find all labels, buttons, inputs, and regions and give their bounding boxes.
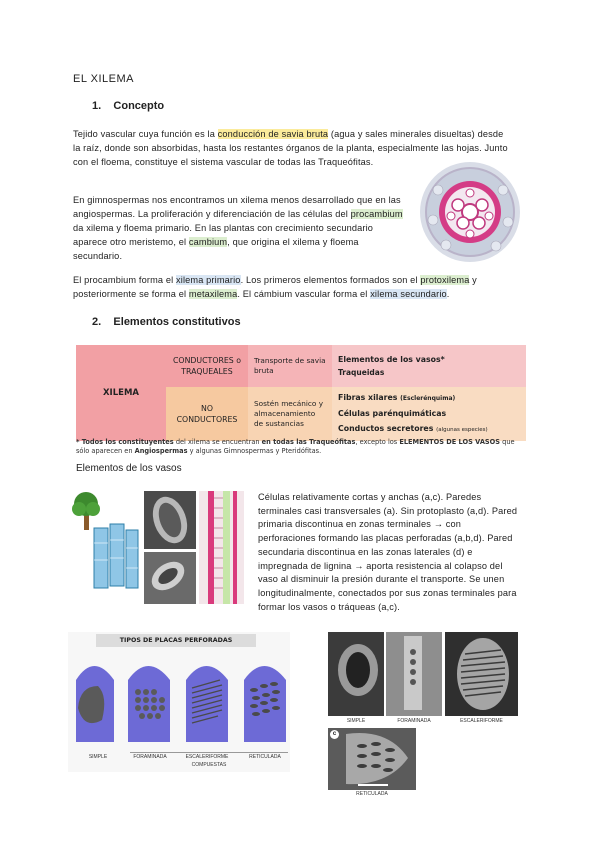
caption-foraminada: FORAMINADA	[133, 754, 167, 760]
vasos-description: Células relativamente cortas y anchas (a,c). Paredes terminales casi transversales (a). Sin protoplasto (a,d). Pared primaria discontinua en zonas terminales → con perforaciones formando las placas perforadas (a,b,d). Pared secundaria discontinua en las zonas laterales (d) e impregnada de lignina → aporta resistencia al colapso del vaso al disminuir la presión durante el transporte. Se unen longitudinalmente, conectados por sus zonas terminales para formar los vasos o tráqueas (a,c).	[258, 492, 518, 612]
section-title: Elementos constitutivos	[113, 316, 241, 328]
label-c: c	[330, 730, 339, 739]
caption-escaleriforme: ESCALERIFORME	[185, 754, 229, 760]
cell-conductores: CONDUCTORES o TRAQUEALES	[166, 345, 248, 387]
cell-sosten: Sostén mecánico y almacenamiento de sustancias	[248, 387, 332, 441]
sem-foraminada-image	[386, 632, 442, 716]
section-heading-elementos	[92, 316, 241, 328]
label-celulas: Células parénquimáticas	[338, 409, 447, 418]
highlight-xilema-secundario: xilema secundario	[370, 289, 447, 299]
sem-caption-reticulada: RETICULADA	[356, 791, 388, 797]
section-heading-concepto	[92, 100, 164, 112]
highlight-conduccion: conducción de savia bruta	[217, 129, 329, 139]
highlight-cambium: cambium	[188, 237, 228, 247]
highlight-xilema-primario: xilema primario	[176, 275, 241, 285]
cell-transporte: Transporte de savia bruta	[248, 345, 332, 387]
sem-caption-escaleriforme: ESCALERIFORME	[460, 718, 503, 724]
section-number: 2.	[92, 316, 102, 328]
vasos-heading: Elementos de los vasos	[76, 463, 182, 474]
root-cross-section-image	[418, 160, 523, 265]
highlight-metaxilema: metaxilema	[188, 289, 238, 299]
sem-reticulada-image	[328, 728, 416, 790]
perforation-plates-figure	[68, 632, 290, 772]
section-title: Concepto	[113, 100, 165, 112]
caption-simple: SIMPLE	[88, 754, 108, 760]
cell-vasos-traqueidas	[332, 345, 526, 387]
cell-fibras-celulas-conductos	[332, 387, 526, 441]
paragraph-procambium: El procambium forma el xilema primario. Los primeros elementos formados son el protoxilema y posteriormente se forma el metaxilema. El cámbium vascular forma el xilema secundario.	[73, 275, 477, 299]
sem-escaleriforme-image	[445, 632, 518, 716]
cell-xilema: XILEMA	[76, 345, 166, 441]
section-number: 1.	[92, 100, 102, 112]
paragraph-definition: Tejido vascular cuya función es la conducción de savia bruta (agua y sales minerales disueltas) desde la raíz, donde son absorbidas, hasta los restantes órganos de la planta, especialmente las hojas. Junto con el floema, constituye el sistema vascular de todas las Traqueófitas.	[73, 129, 508, 167]
sem-caption-foraminada: FORAMINADA	[397, 718, 431, 724]
paragraph-gymnosperms: En gimnospermas nos encontramos un xilema menos desarrollado que en las angiospermas. La proliferación y diferenciación de las células del procambium da xilema y floema primario. En las plantas con crecimiento secundario aparece otro meristemo, el cambium, que origina el xilema y floema secundario.	[73, 195, 403, 261]
highlight-procambium: procambium	[350, 209, 403, 219]
label-conductos: Conductos secretores (algunas especies)	[338, 424, 488, 433]
highlight-protoxilema: protoxilema	[420, 275, 470, 285]
compuestas-bracket	[130, 752, 288, 753]
label-traqueidas: Traqueidas	[338, 368, 385, 377]
plates-title: TIPOS DE PLACAS PERFORADAS	[96, 634, 256, 647]
label-fibras: Fibras xilares (Esclerénquima)	[338, 393, 456, 402]
sem-simple-image	[328, 632, 384, 716]
label-elementos-vasos: Elementos de los vasos*	[338, 355, 445, 364]
caption-compuestas: COMPUESTAS	[191, 762, 227, 768]
page-title: EL XILEMA	[73, 73, 134, 85]
sem-micrographs-figure	[328, 632, 518, 797]
xylem-elements-table	[76, 345, 526, 441]
vessel-elements-figure	[68, 488, 248, 606]
cell-no-conductores: NO CONDUCTORES	[166, 387, 248, 441]
table-footnote: * Todos los constituyentes del xilema se encuentran en todas las Traqueófitas, excepto los ELEMENTOS DE LOS VASOS que sólo aparecen en Angiospermas y algunas Gimnospermas y Pteridófitas.	[76, 438, 515, 455]
caption-reticulada: RETICULADA	[249, 754, 281, 760]
sem-caption-simple: SIMPLE	[346, 718, 366, 724]
